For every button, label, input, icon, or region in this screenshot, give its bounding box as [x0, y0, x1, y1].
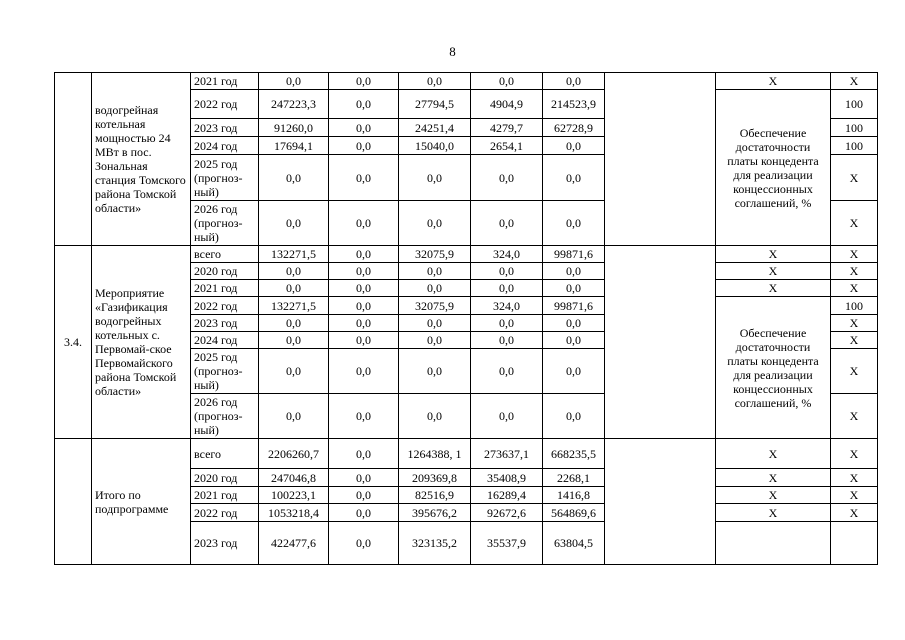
year-cell: 2020 год	[191, 469, 259, 487]
value-cell: 0,0	[329, 73, 399, 90]
value-cell: 0,0	[543, 280, 605, 297]
year-cell: 2021 год	[191, 280, 259, 297]
value-cell: 4279,7	[471, 119, 543, 137]
value-cell: 99871,6	[543, 297, 605, 315]
value-cell: 0,0	[543, 137, 605, 155]
value-cell: 32075,9	[399, 246, 471, 263]
blank-cell	[605, 246, 716, 439]
value-cell: 0,0	[543, 394, 605, 439]
value-cell: 0,0	[329, 394, 399, 439]
table-row	[55, 439, 878, 469]
table-row	[55, 246, 878, 263]
year-cell: 2022 год	[191, 504, 259, 522]
indicator-mark	[716, 522, 831, 565]
indicator-mark: Х	[716, 504, 831, 522]
value-cell: 0,0	[471, 201, 543, 246]
value-cell: 35408,9	[471, 469, 543, 487]
value-cell: 0,0	[329, 522, 399, 565]
indicator-mark: Х	[716, 487, 831, 504]
value-cell: 0,0	[329, 315, 399, 332]
value-cell: 0,0	[471, 315, 543, 332]
value-cell: 2654,1	[471, 137, 543, 155]
value-cell: 0,0	[399, 349, 471, 394]
mark-cell: 100	[831, 90, 878, 119]
activity-name: Мероприятие «Газификация водогрейных котельных с. Первомай-ское Первомайского района Томской области»	[92, 246, 191, 439]
page-number: 8	[449, 44, 456, 59]
value-cell: 27794,5	[399, 90, 471, 119]
table-row	[55, 73, 878, 90]
value-cell: 4904,9	[471, 90, 543, 119]
value-cell: 247223,3	[259, 90, 329, 119]
year-cell: 2021 год	[191, 487, 259, 504]
value-cell: 0,0	[329, 332, 399, 349]
value-cell: 324,0	[471, 246, 543, 263]
code-cell	[55, 439, 92, 565]
mark-cell: 100	[831, 137, 878, 155]
value-cell: 324,0	[471, 297, 543, 315]
value-cell: 0,0	[259, 73, 329, 90]
activity-name: водогрейная котельная мощностью 24 МВт в пос. Зональная станция Томского района Томской области»	[92, 73, 191, 246]
blank-cell	[605, 439, 716, 565]
indicator-mark: Х	[716, 280, 831, 297]
value-cell: 24251,4	[399, 119, 471, 137]
mark-cell: Х	[831, 504, 878, 522]
value-cell: 214523,9	[543, 90, 605, 119]
value-cell: 62728,9	[543, 119, 605, 137]
value-cell: 0,0	[543, 332, 605, 349]
value-cell: 0,0	[329, 246, 399, 263]
value-cell: 273637,1	[471, 439, 543, 469]
value-cell: 35537,9	[471, 522, 543, 565]
value-cell: 0,0	[259, 349, 329, 394]
value-cell: 1264388, 1	[399, 439, 471, 469]
value-cell: 0,0	[399, 315, 471, 332]
value-cell: 99871,6	[543, 246, 605, 263]
value-cell: 0,0	[329, 349, 399, 394]
value-cell: 0,0	[259, 263, 329, 280]
value-cell: 0,0	[399, 332, 471, 349]
value-cell: 0,0	[471, 394, 543, 439]
program-table	[54, 72, 878, 565]
value-cell: 0,0	[259, 394, 329, 439]
value-cell: 91260,0	[259, 119, 329, 137]
indicator-cell: Обеспечение достаточности платы концедента для реализации концессионных соглашений, %	[716, 90, 831, 246]
value-cell: 0,0	[471, 263, 543, 280]
value-cell: 0,0	[329, 263, 399, 280]
value-cell: 0,0	[471, 73, 543, 90]
value-cell: 0,0	[329, 487, 399, 504]
mark-cell: Х	[831, 332, 878, 349]
value-cell: 0,0	[259, 201, 329, 246]
value-cell: 17694,1	[259, 137, 329, 155]
value-cell: 1416,8	[543, 487, 605, 504]
year-cell: 2024 год	[191, 137, 259, 155]
value-cell: 0,0	[329, 155, 399, 201]
value-cell: 132271,5	[259, 246, 329, 263]
year-cell: 2025 год (прогноз-ный)	[191, 349, 259, 394]
indicator-mark: Х	[716, 263, 831, 280]
value-cell: 0,0	[259, 280, 329, 297]
mark-cell: Х	[831, 349, 878, 394]
value-cell: 422477,6	[259, 522, 329, 565]
year-cell: 2022 год	[191, 90, 259, 119]
mark-cell: Х	[831, 155, 878, 201]
code-cell: 3.4.	[55, 246, 92, 439]
value-cell: 0,0	[543, 201, 605, 246]
year-cell: 2026 год (прогноз-ный)	[191, 394, 259, 439]
value-cell: 2206260,7	[259, 439, 329, 469]
value-cell: 0,0	[471, 280, 543, 297]
value-cell: 0,0	[399, 73, 471, 90]
value-cell: 15040,0	[399, 137, 471, 155]
value-cell: 63804,5	[543, 522, 605, 565]
value-cell: 0,0	[399, 263, 471, 280]
value-cell: 0,0	[543, 315, 605, 332]
mark-cell: Х	[831, 280, 878, 297]
year-cell: 2023 год	[191, 522, 259, 565]
value-cell: 2268,1	[543, 469, 605, 487]
value-cell: 0,0	[329, 439, 399, 469]
indicator-mark: Х	[716, 439, 831, 469]
year-cell: всего	[191, 439, 259, 469]
code-cell	[55, 73, 92, 246]
value-cell: 82516,9	[399, 487, 471, 504]
mark-cell: Х	[831, 439, 878, 469]
value-cell: 0,0	[329, 201, 399, 246]
value-cell: 0,0	[471, 155, 543, 201]
value-cell: 0,0	[329, 504, 399, 522]
mark-cell: Х	[831, 394, 878, 439]
year-cell: 2025 год (прогноз-ный)	[191, 155, 259, 201]
value-cell: 32075,9	[399, 297, 471, 315]
mark-cell: Х	[831, 469, 878, 487]
value-cell: 0,0	[399, 201, 471, 246]
year-cell: 2020 год	[191, 263, 259, 280]
year-cell: всего	[191, 246, 259, 263]
value-cell: 92672,6	[471, 504, 543, 522]
value-cell: 0,0	[329, 469, 399, 487]
mark-cell	[831, 522, 878, 565]
indicator-mark: Х	[716, 246, 831, 263]
mark-cell: Х	[831, 246, 878, 263]
value-cell: 0,0	[329, 119, 399, 137]
mark-cell: Х	[831, 487, 878, 504]
mark-cell: 100	[831, 297, 878, 315]
value-cell: 0,0	[543, 155, 605, 201]
value-cell: 564869,6	[543, 504, 605, 522]
value-cell: 0,0	[471, 349, 543, 394]
mark-cell: Х	[831, 201, 878, 246]
year-cell: 2022 год	[191, 297, 259, 315]
total-label: Итого по подпрограмме	[92, 439, 191, 565]
indicator-mark: Х	[716, 469, 831, 487]
value-cell: 668235,5	[543, 439, 605, 469]
mark-cell: Х	[831, 263, 878, 280]
blank-cell	[605, 73, 716, 246]
value-cell: 0,0	[329, 137, 399, 155]
value-cell: 0,0	[329, 280, 399, 297]
value-cell: 323135,2	[399, 522, 471, 565]
mark-cell: 100	[831, 119, 878, 137]
year-cell: 2021 год	[191, 73, 259, 90]
value-cell: 0,0	[399, 155, 471, 201]
value-cell: 0,0	[259, 155, 329, 201]
year-cell: 2026 год (прогноз-ный)	[191, 201, 259, 246]
value-cell: 0,0	[399, 394, 471, 439]
value-cell: 0,0	[329, 90, 399, 119]
value-cell: 0,0	[399, 280, 471, 297]
mark-cell: Х	[831, 315, 878, 332]
year-cell: 2023 год	[191, 119, 259, 137]
value-cell: 395676,2	[399, 504, 471, 522]
value-cell: 0,0	[259, 332, 329, 349]
value-cell: 100223,1	[259, 487, 329, 504]
value-cell: 0,0	[329, 297, 399, 315]
value-cell: 209369,8	[399, 469, 471, 487]
value-cell: 247046,8	[259, 469, 329, 487]
value-cell: 0,0	[543, 263, 605, 280]
value-cell: 1053218,4	[259, 504, 329, 522]
mark-cell: Х	[831, 73, 878, 90]
indicator-mark: Х	[716, 73, 831, 90]
value-cell: 132271,5	[259, 297, 329, 315]
value-cell: 0,0	[471, 332, 543, 349]
value-cell: 0,0	[543, 349, 605, 394]
year-cell: 2023 год	[191, 315, 259, 332]
indicator-cell: Обеспечение достаточности платы концедента для реализации концессионных соглашений, %	[716, 297, 831, 439]
value-cell: 0,0	[259, 315, 329, 332]
value-cell: 16289,4	[471, 487, 543, 504]
year-cell: 2024 год	[191, 332, 259, 349]
value-cell: 0,0	[543, 73, 605, 90]
